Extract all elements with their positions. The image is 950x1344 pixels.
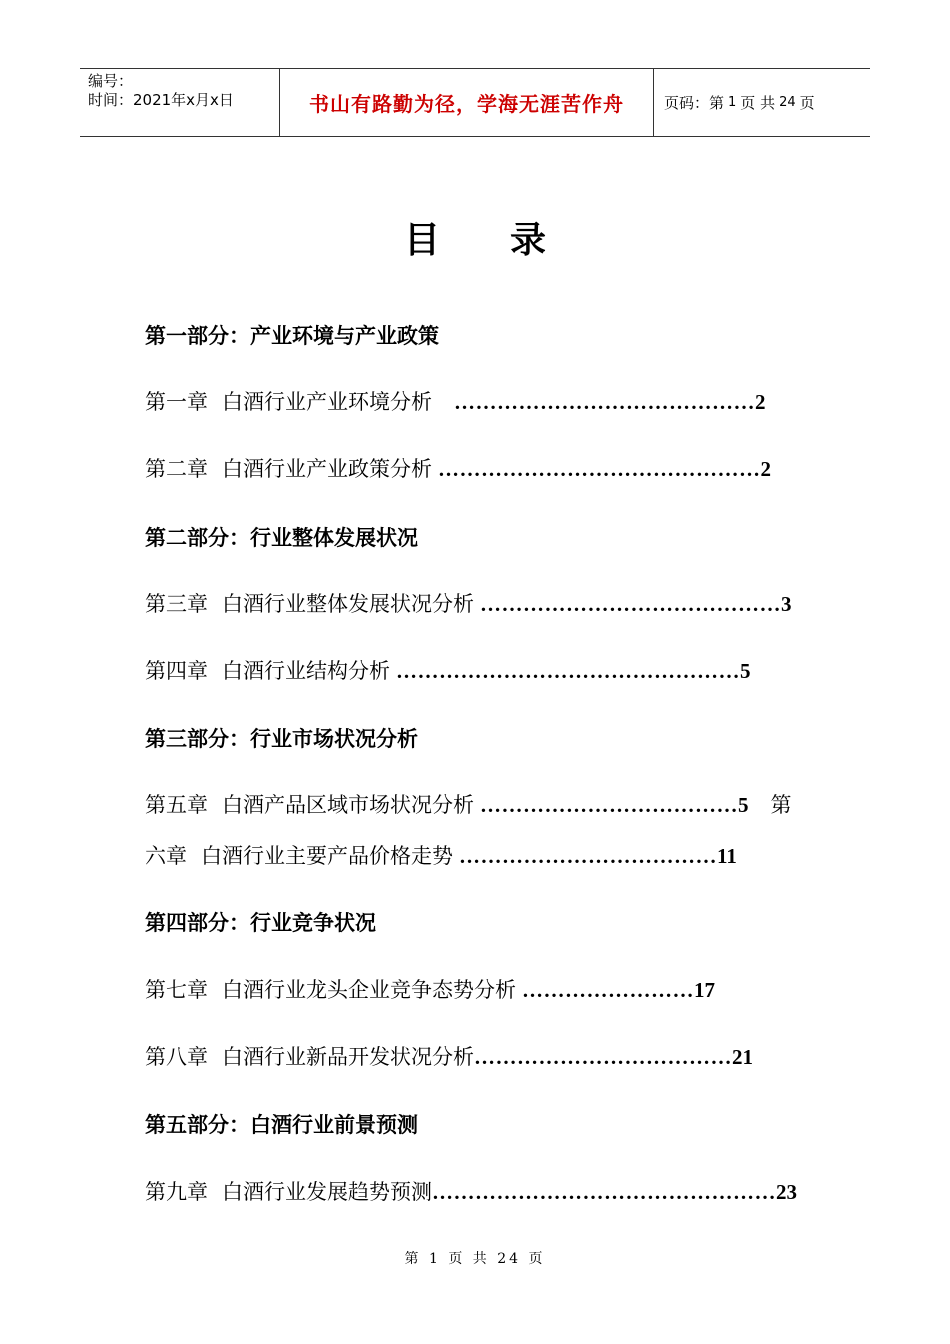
header-motto: 书山有路勤为径，学海无涯苦作舟 [280, 69, 654, 136]
toc-part-3: 第三部分：行业市场状况分析 [145, 727, 418, 751]
code-label: 编号： [88, 72, 134, 90]
chapter-name: 白酒产品区域市场状况分析 [222, 793, 474, 817]
chapter-num: 第一章 [145, 390, 208, 414]
page-current: 1 [728, 95, 737, 110]
toc-chapter-4[interactable] [145, 655, 751, 685]
chapter-name: 白酒行业产业政策分析 [222, 457, 432, 481]
chapter-page: 23 [776, 1180, 797, 1204]
chapter-name: 白酒行业新品开发状况分析 [222, 1045, 474, 1069]
chapter-dots: ……………………………………… [438, 457, 761, 481]
toc-chapter-7[interactable] [145, 974, 715, 1004]
chapter-dots: ………………………………………… [432, 1180, 776, 1204]
chapter-name: 白酒行业结构分析 [222, 659, 390, 683]
toc-chapter-6[interactable] [145, 840, 737, 870]
toc-part-1: 第一部分：产业环境与产业政策 [145, 324, 439, 348]
chapter-page: 5 [740, 659, 751, 683]
footer-total: 24 [497, 1251, 522, 1267]
page-total: 24 [779, 95, 796, 110]
footer-current: 1 [428, 1251, 441, 1267]
toc-part-5: 第五部分：白酒行业前景预测 [145, 1113, 418, 1137]
page-title [0, 212, 950, 263]
chapter-page: 3 [781, 592, 792, 616]
header-page-info [654, 69, 870, 136]
date-label: 时间：2021年x月x日 [88, 91, 234, 109]
footer-prefix: 第 [404, 1251, 422, 1267]
page-prefix: 页码：第 [664, 94, 725, 112]
toc-chapter-9[interactable] [145, 1176, 797, 1206]
chapter-num: 第五章 [145, 793, 208, 817]
chapter-name: 白酒行业发展趋势预测 [222, 1180, 432, 1204]
chapter-dots: …………………… [522, 978, 694, 1002]
chapter-dots: ……………………………… [474, 1045, 732, 1069]
chapter-num: 第九章 [145, 1180, 208, 1204]
title-left: 目 [403, 220, 440, 261]
chapter-tail: 第 [770, 793, 792, 817]
chapter-num: 第七章 [145, 978, 208, 1002]
chapter-name: 白酒行业龙头企业竞争态势分析 [222, 978, 516, 1002]
chapter-dots: …………………………………… [480, 592, 781, 616]
footer-suffix: 页 [528, 1251, 546, 1267]
toc-part-2: 第二部分：行业整体发展状况 [145, 526, 418, 550]
title-right: 录 [510, 220, 547, 261]
toc-chapter-3[interactable] [145, 588, 792, 618]
chapter-dots: ……………………………… [459, 844, 717, 868]
page-footer [0, 1248, 950, 1268]
chapter-num: 第二章 [145, 457, 208, 481]
toc-chapter-1[interactable] [145, 386, 766, 416]
page-mid: 页 共 [740, 94, 776, 112]
chapter-name: 白酒行业主要产品价格走势 [201, 844, 453, 868]
chapter-page: 17 [694, 978, 715, 1002]
chapter-page: 11 [717, 844, 737, 868]
page-header [80, 68, 870, 137]
chapter-page: 2 [755, 390, 766, 414]
chapter-num: 第八章 [145, 1045, 208, 1069]
chapter-page: 21 [732, 1045, 753, 1069]
chapter-dots: ……………………………… [480, 793, 738, 817]
footer-mid: 页 共 [448, 1251, 490, 1267]
chapter-num: 六章 [145, 844, 187, 868]
chapter-name: 白酒行业产业环境分析 [222, 390, 432, 414]
toc-chapter-5[interactable] [145, 789, 792, 819]
page-suffix: 页 [799, 94, 815, 112]
chapter-name: 白酒行业整体发展状况分析 [222, 592, 474, 616]
chapter-dots: ………………………………………… [396, 659, 740, 683]
header-meta [80, 69, 280, 136]
toc-chapter-2[interactable] [145, 453, 771, 483]
chapter-page: 2 [760, 457, 771, 481]
chapter-dots: …………………………………… [454, 390, 755, 414]
toc-part-4: 第四部分：行业竞争状况 [145, 911, 376, 935]
chapter-num: 第四章 [145, 659, 208, 683]
chapter-page: 5 [738, 793, 749, 817]
toc-chapter-8[interactable] [145, 1041, 753, 1071]
chapter-num: 第三章 [145, 592, 208, 616]
